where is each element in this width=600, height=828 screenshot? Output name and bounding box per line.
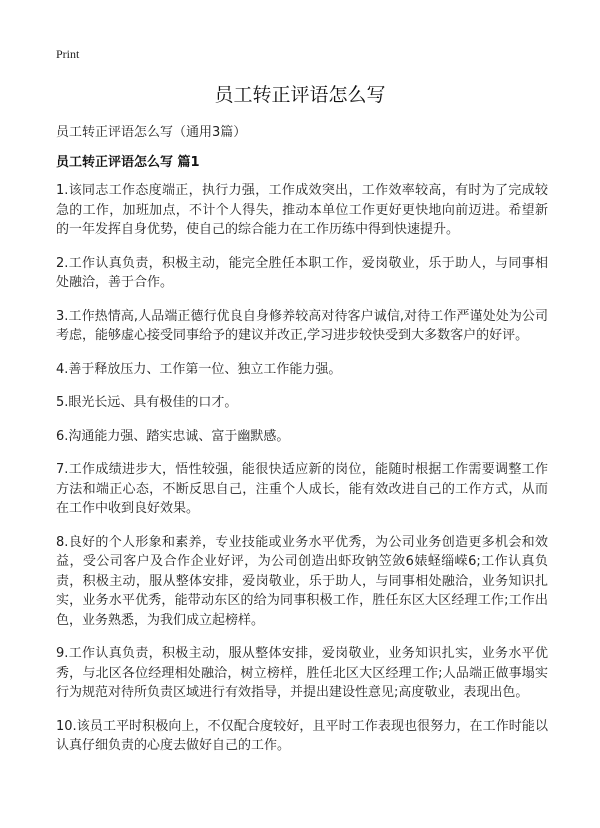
paragraph-4: 4.善于释放压力、工作第一位、独立工作能力强。 [56,361,342,377]
paragraph-9: 9.工作认真负责，积极主动，服从整体安排，爱岗敬业，业务知识扎实，业务水平优秀，与北区各位经理相处融洽，树立榜样，胜任北区大区经理工作;人品端正做事塌实行为规范对待所负责区域进行有效指导，并提出建设性意见;高度敬业，表现出色。 [56,646,548,700]
paragraph-3: 3.工作热情高,人品端正德行优良自身修养较高对待客户诚信,对待工作严谨处处为公司考虑，能够虚心接受同事给予的建议并改正,学习进步较快受到大多数客户的好评。 [56,308,548,343]
document-body [56,181,548,770]
page-title: 员工转正评语怎么写 [214,84,386,106]
paragraph-10: 10.该员工平时积极向上，不仅配合度较好，且平时工作表现也很努力，在工作时能以认真仔细负责的心度去做好自己的工作。 [56,718,548,753]
paragraph-7: 7.工作成绩进步大，悟性较强，能很快适应新的岗位，能随时根据工作需要调整工作方法和端正心态，不断反思自己，注重个人成长，能有效改进自己的工作方式，从而在工作中收到良好效果。 [56,462,548,516]
section-heading: 员工转正评语怎么写 篇1 [56,155,200,170]
document-subtitle: 员工转正评语怎么写（通用3篇） [56,125,247,140]
print-link[interactable]: Print [56,47,80,61]
paragraph-6: 6.沟通能力强、踏实忠诚、富于幽默感。 [56,428,290,444]
paragraph-2: 2.工作认真负责，积极主动，能完全胜任本职工作，爱岗敬业，乐于助人，与同事相处融洽，善于合作。 [56,255,548,290]
paragraph-5: 5.眼光长远、具有极佳的口才。 [56,395,238,410]
paragraph-1: 1.该同志工作态度端正，执行力强，工作成效突出，工作效率较高，有时为了完成较急的工作，加班加点，不计个人得失，推动本单位工作更好更快地向前迈进。希望新的一年发挥自身优势，使自己的综合能力在工作历练中得到快速提升。 [56,183,548,237]
paragraph-8: 8.良好的个人形象和素养，专业技能或业务水平优秀，为公司业务创造更多机会和效益，受公司客户及合作企业好评，为公司创造出虾玫钠笠敛6婊蛏缁嵘6;工作认真负责，积极主动，服从整体安排，爱岗敬业，乐于助人，与同事相处融洽，业务知识扎实，业务水平优秀，能带动东区的给为同事积极工作，胜任东区大区经理工作;工作出色，业务熟悉，为我们成立起榜样。 [56,534,548,628]
